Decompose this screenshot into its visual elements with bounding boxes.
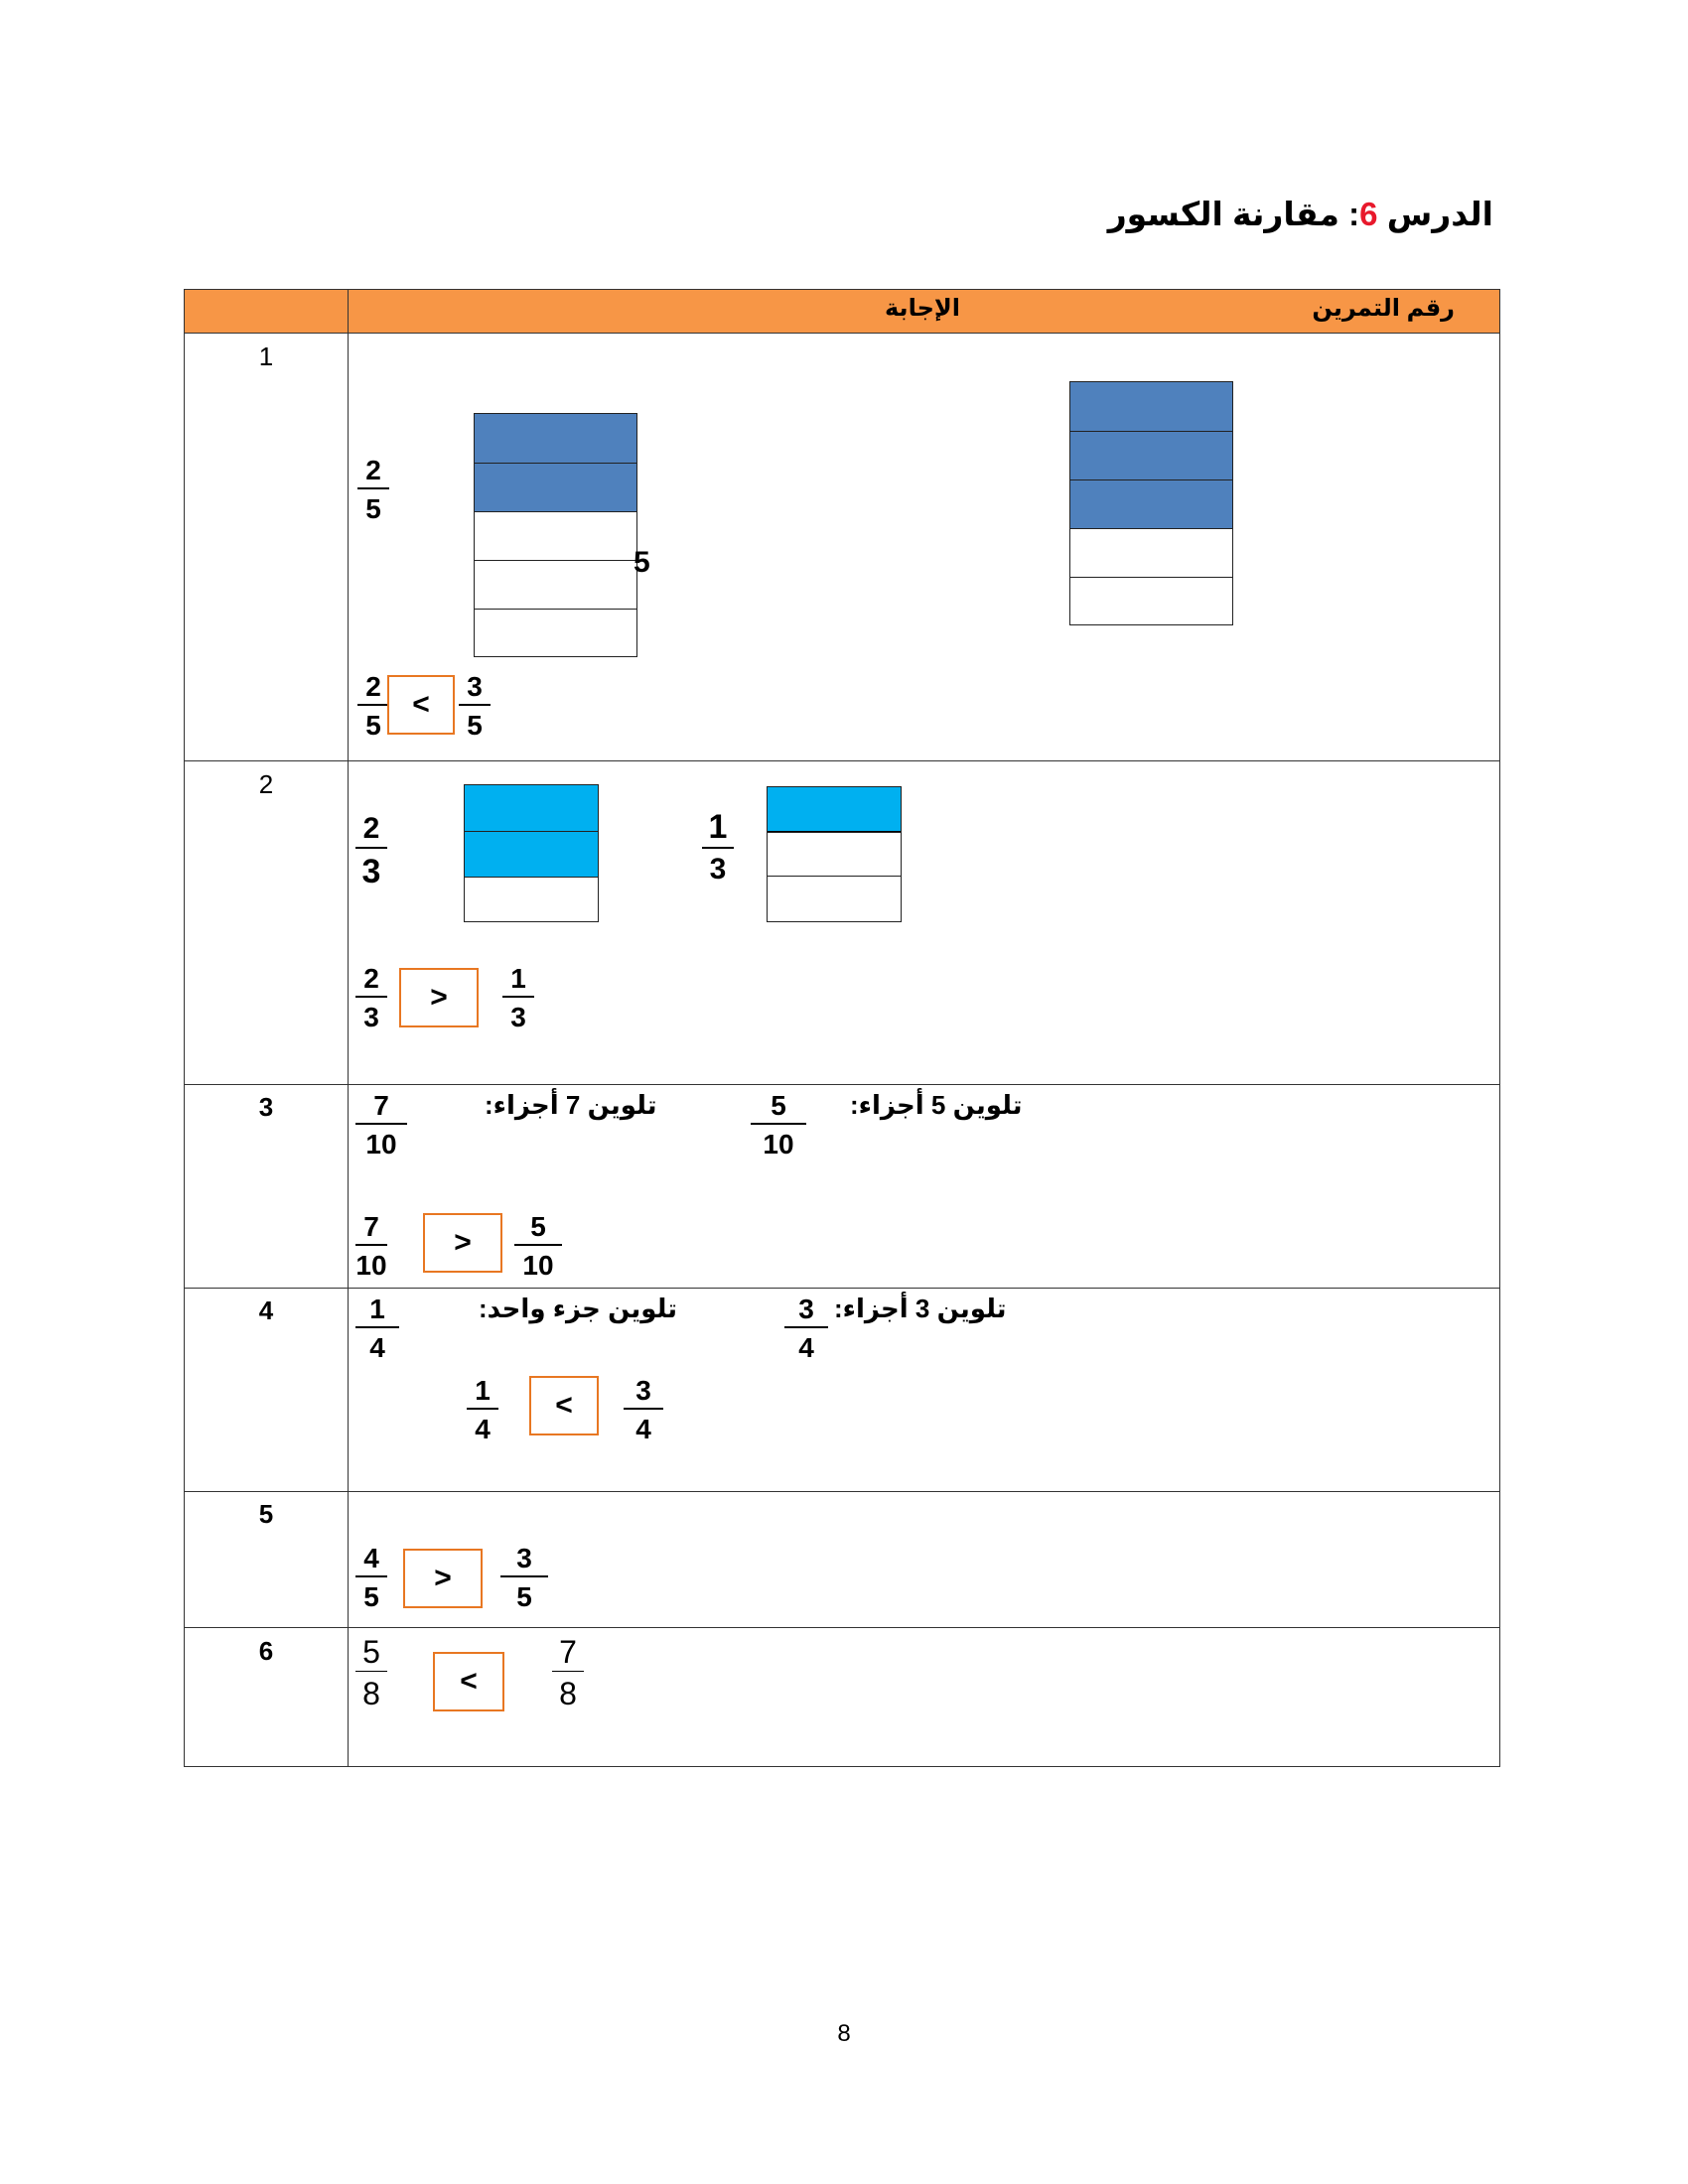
comparison-sign-box[interactable]: > bbox=[423, 1213, 502, 1273]
fraction: $\frac{5}{10}$ bbox=[514, 1213, 562, 1280]
fraction: $\frac{1}{4}$ bbox=[467, 1377, 498, 1443]
page-number: 8 bbox=[837, 2020, 851, 2047]
fraction: $\frac{5}{8}$ bbox=[355, 1636, 387, 1709]
fraction: $\frac{7}{10}$ bbox=[355, 1211, 387, 1281]
instruction-label: تلوين 7 أجزاء: bbox=[485, 1090, 657, 1120]
fraction: $\frac{2}{5}$ bbox=[357, 673, 389, 740]
row-divider bbox=[185, 1627, 1499, 1628]
fraction: $\frac{7}{10}$ bbox=[355, 1092, 407, 1159]
fraction: $\frac{3}{4}$ bbox=[784, 1296, 828, 1362]
table-header bbox=[185, 290, 1499, 333]
fraction: $\frac{1}{4}$ bbox=[355, 1296, 399, 1362]
fraction-model-2-3 bbox=[464, 784, 599, 922]
exercise-number: 5 bbox=[258, 1499, 274, 1529]
column-divider bbox=[348, 290, 349, 1766]
instruction-label: تلوين جزء واحد: bbox=[479, 1294, 677, 1323]
comparison-sign-box[interactable]: > bbox=[403, 1549, 483, 1608]
stray-label: 5 bbox=[633, 546, 650, 579]
comparison-sign-box[interactable]: < bbox=[387, 675, 455, 735]
fraction: $\frac{3}{5}$ bbox=[459, 673, 491, 740]
fraction: $\frac{2}{3}$ bbox=[355, 814, 387, 888]
comparison-sign-box[interactable]: > bbox=[399, 968, 479, 1027]
row-divider bbox=[185, 1491, 1499, 1492]
page-title: الدرس 6: مقارنة الكسور bbox=[1107, 196, 1493, 232]
row-divider bbox=[185, 760, 1499, 761]
fraction: $\frac{3}{5}$ bbox=[500, 1545, 548, 1611]
instruction-label: تلوين 3 أجزاء: bbox=[834, 1294, 1007, 1323]
fraction-model-1-3 bbox=[767, 786, 902, 922]
row-divider bbox=[185, 1288, 1499, 1289]
answer-table bbox=[184, 289, 1500, 1767]
exercise-number: 2 bbox=[258, 769, 274, 799]
instruction-label: تلوين 5 أجزاء: bbox=[850, 1090, 1023, 1120]
fraction: $\frac{3}{4}$ bbox=[624, 1377, 663, 1443]
row-divider bbox=[185, 333, 1499, 334]
comparison-sign-box[interactable]: < bbox=[529, 1376, 599, 1435]
fraction: $\frac{7}{8}$ bbox=[552, 1636, 584, 1709]
comparison-sign-box[interactable]: < bbox=[433, 1652, 504, 1711]
exercise-number: 3 bbox=[258, 1092, 274, 1122]
header-answer: الإجابة bbox=[885, 295, 960, 322]
header-exercise-number: رقم التمرين bbox=[1312, 295, 1455, 322]
fraction-model-2-5 bbox=[474, 413, 637, 657]
exercise-number: 6 bbox=[258, 1636, 274, 1666]
fraction: $\frac{1}{3}$ bbox=[502, 965, 534, 1031]
fraction: $\frac{2}{5}$ bbox=[357, 457, 389, 523]
row-divider bbox=[185, 1084, 1499, 1085]
exercise-number: 4 bbox=[258, 1296, 274, 1325]
fraction: $\frac{1}{3}$ bbox=[702, 810, 734, 885]
fraction: $\frac{2}{3}$ bbox=[355, 965, 387, 1031]
exercise-number: 1 bbox=[258, 341, 274, 371]
fraction: $\frac{5}{10}$ bbox=[751, 1092, 806, 1159]
fraction: $\frac{4}{5}$ bbox=[355, 1545, 387, 1611]
fraction-model-3-5 bbox=[1069, 381, 1233, 625]
